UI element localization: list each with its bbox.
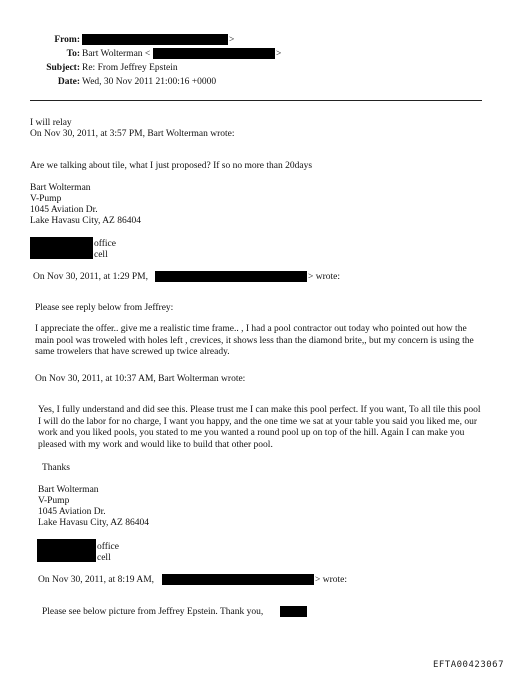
quote4-intro-a: On Nov 30, 2011, at 8:19 AM, xyxy=(38,575,155,585)
sig2-street: 1045 Aviation Dr. xyxy=(38,507,106,517)
sig1-cell-label: cell xyxy=(94,250,108,260)
date-label: Date: xyxy=(57,77,80,87)
date-value: Wed, 30 Nov 2011 21:00:16 +0000 xyxy=(82,77,217,87)
quote3-paragraph: Yes, I fully understand and did see this. Please trust me I can make this pool perfect. If you want, To all tile this pool I will do the labor for no charge, I want you happy, and the one time we sat at your table you said you liked me, our work and you liked pools, you stated to me you wanted a round pool up on top of the hill. Again I can make you pleased with my work and would like to build that other pool. xyxy=(38,405,481,450)
sig1-office-label: office xyxy=(94,239,116,249)
redaction-quote4-sender xyxy=(162,574,314,585)
quote4-text: Please see below picture from Jeffrey Epstein. Thank you, xyxy=(42,607,264,617)
quote1-text: Are we talking about tile, what I just proposed? If so no more than 20days xyxy=(30,161,313,171)
sig1-company: V-Pump xyxy=(30,194,62,204)
relay-text: I will relay xyxy=(30,118,72,128)
subject-label: Subject: xyxy=(46,63,80,73)
quote2-intro-a: On Nov 30, 2011, at 1:29 PM, xyxy=(33,272,148,282)
redaction-sig2-phones xyxy=(37,539,96,562)
quote1-intro: On Nov 30, 2011, at 3:57 PM, Bart Wolterman wrote: xyxy=(30,129,235,139)
document-id: EFTA00423067 xyxy=(432,660,504,670)
subject-value: Re: From Jeffrey Epstein xyxy=(82,63,178,73)
redaction-quote2-sender xyxy=(155,271,307,282)
to-value: Bart Wolterman < xyxy=(82,49,151,59)
sig2-city: Lake Havasu City, AZ 86404 xyxy=(38,518,149,528)
sig1-name: Bart Wolterman xyxy=(30,183,91,193)
sig1-street: 1045 Aviation Dr. xyxy=(30,205,98,215)
to-label: To: xyxy=(66,49,80,59)
quote2-intro-b: > wrote: xyxy=(308,272,341,282)
quote2-paragraph: I appreciate the offer.. give me a realistic time frame.. , I had a pool contractor out today who pointed out how the main pool was troweled with holes left , crevices, it shows less than the diamond brite,, but my concern is using the same trowelers that have screwed up twice already. xyxy=(35,324,474,357)
from-tail: > xyxy=(229,35,235,45)
redaction-from-address xyxy=(82,34,228,45)
thanks-text: Thanks xyxy=(42,463,70,473)
sig2-cell-label: cell xyxy=(97,553,111,563)
sig2-company: V-Pump xyxy=(38,496,70,506)
header-divider xyxy=(30,100,482,101)
sig1-city: Lake Havasu City, AZ 86404 xyxy=(30,216,141,226)
sig2-office-label: office xyxy=(97,542,119,552)
redaction-sig1-phones xyxy=(30,237,93,259)
to-tail: > xyxy=(276,49,282,59)
from-label: From: xyxy=(54,35,80,45)
redaction-quote4-name xyxy=(280,606,307,617)
quote3-intro: On Nov 30, 2011, at 10:37 AM, Bart Wolterman wrote: xyxy=(35,374,246,384)
sig2-name: Bart Wolterman xyxy=(38,485,99,495)
quote4-intro-b: > wrote: xyxy=(315,575,348,585)
quote2-text: Please see reply below from Jeffrey: xyxy=(35,303,174,313)
redaction-to-address xyxy=(153,48,275,59)
